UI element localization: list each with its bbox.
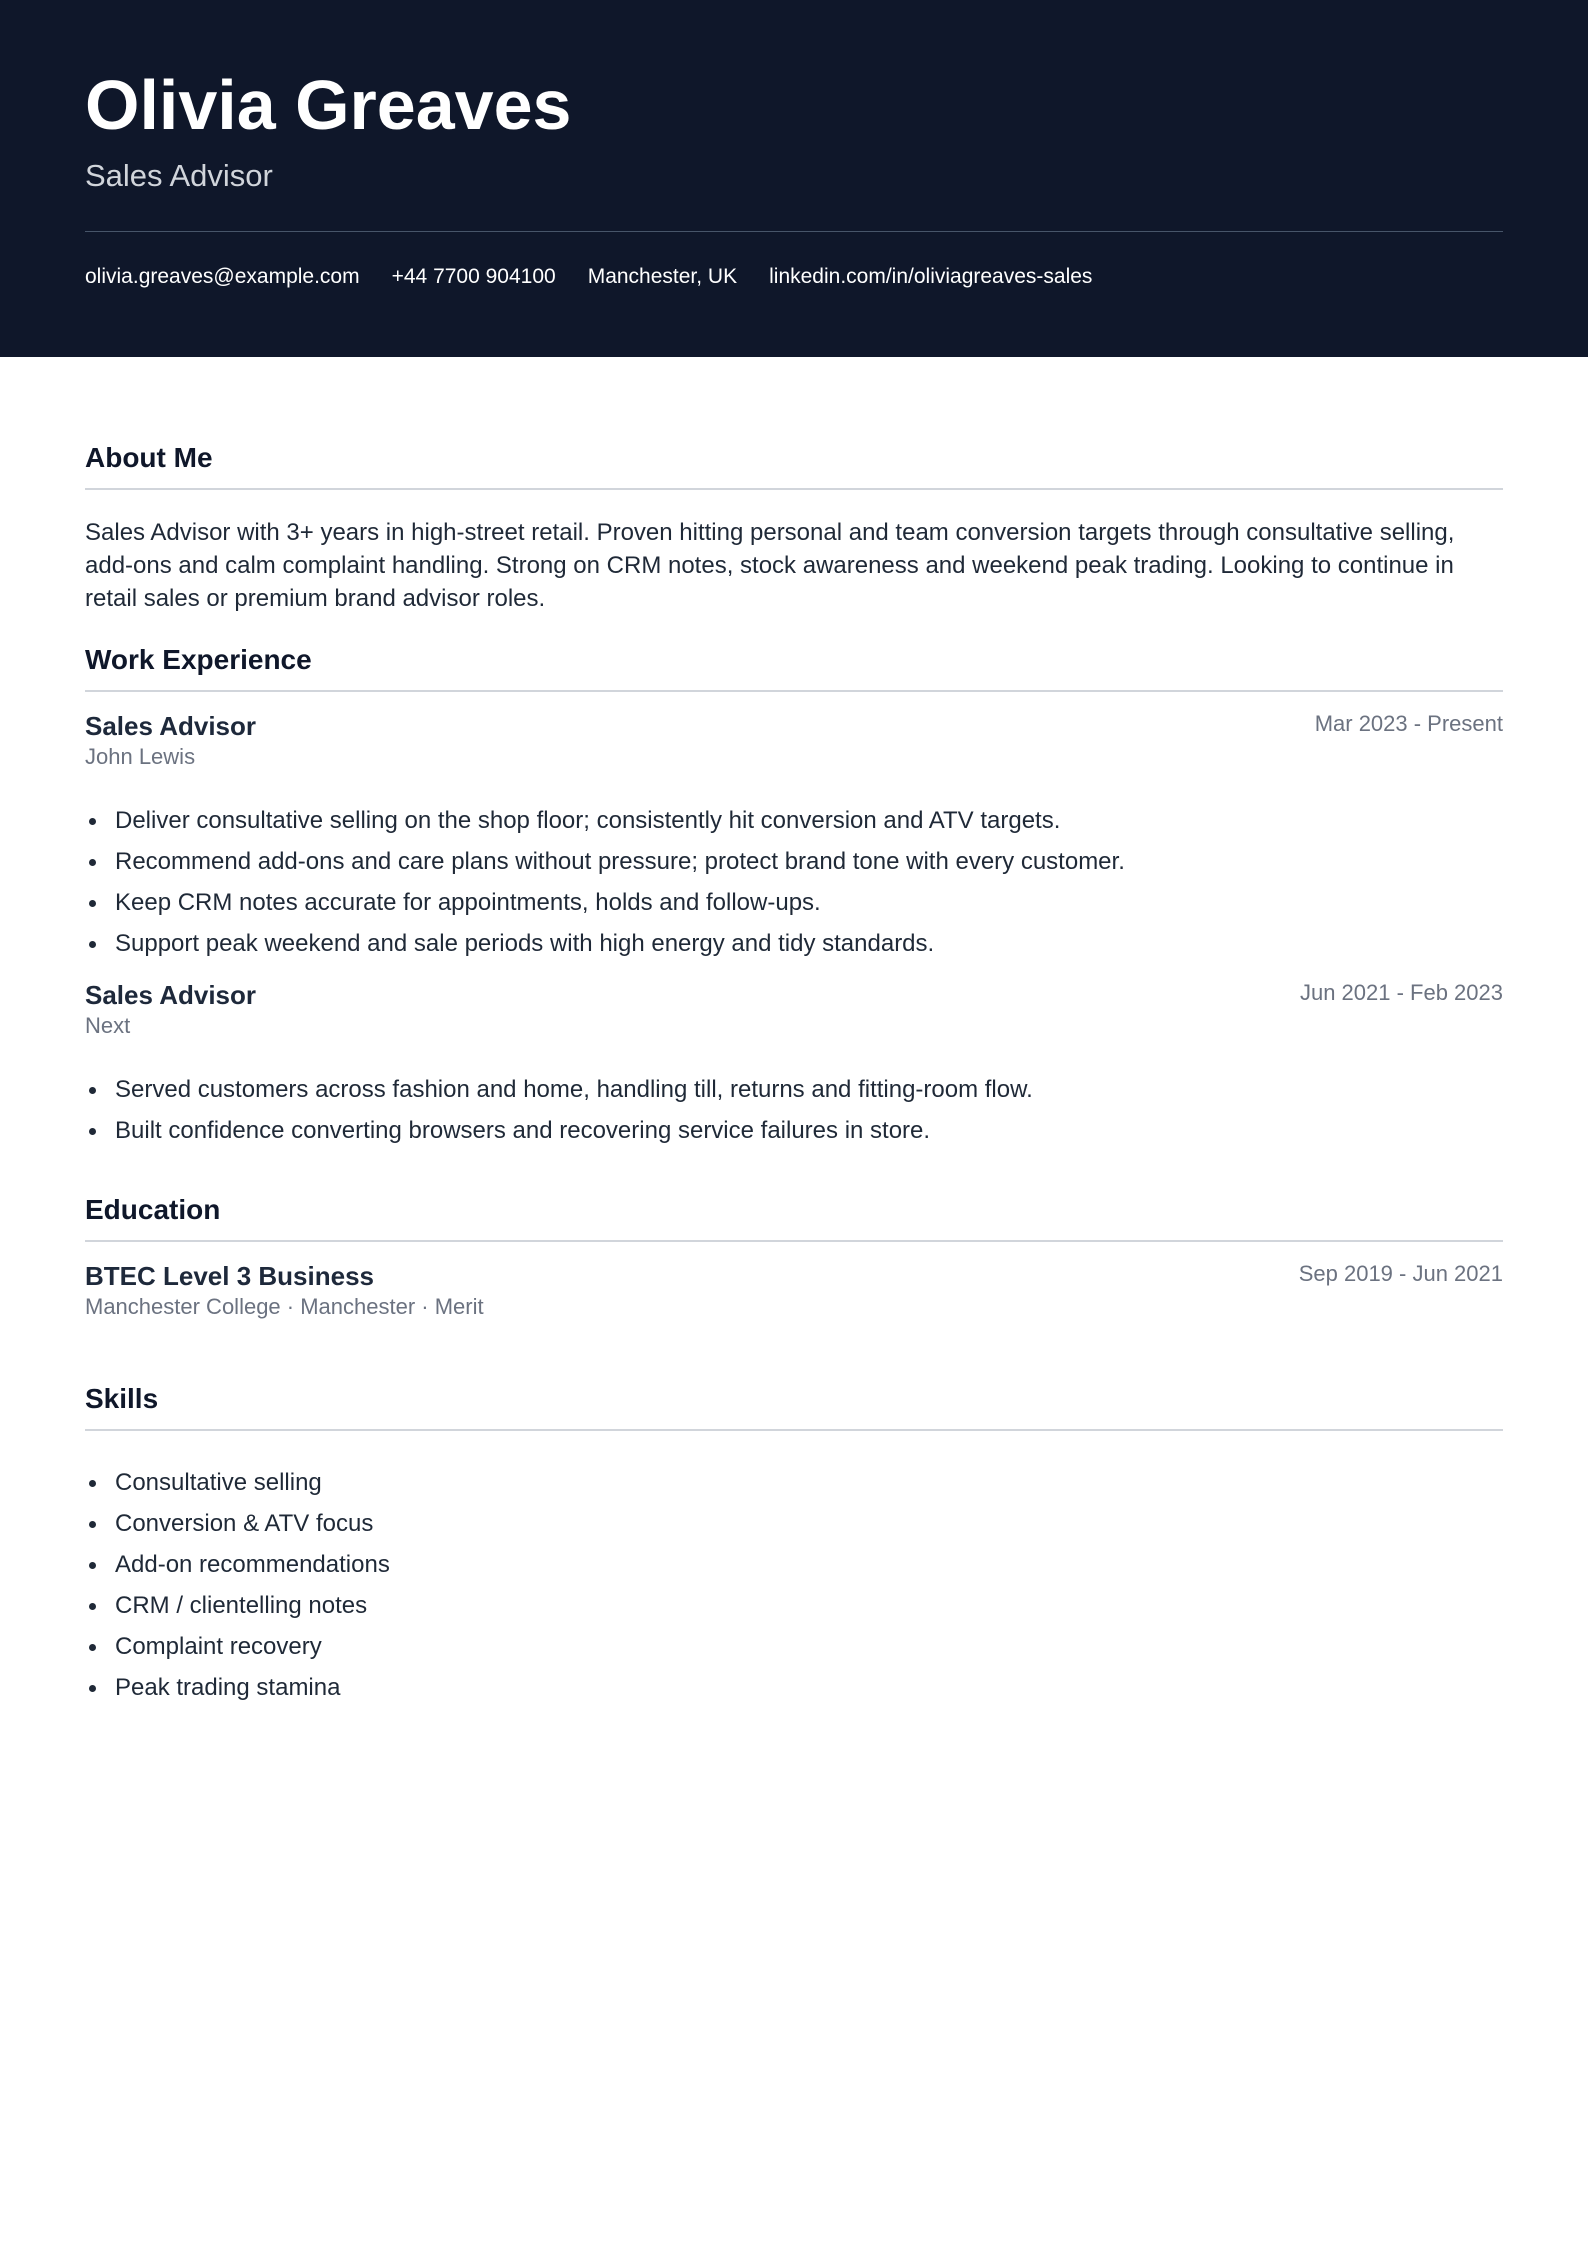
education-details: Manchester College · Manchester · Merit bbox=[85, 1294, 484, 1319]
resume-header bbox=[0, 0, 1588, 357]
contact-linkedin[interactable]: linkedin.com/in/oliviagreaves-sales bbox=[769, 265, 1093, 288]
list-item: Deliver consultative selling on the shop floor; consistently hit conversion and ATV targets. bbox=[85, 800, 1503, 841]
list-item: Served customers across fashion and home, handling till, returns and fitting-room flow. bbox=[85, 1069, 1503, 1110]
list-item: Built confidence converting browsers and recovering service failures in store. bbox=[85, 1110, 1503, 1151]
section-title-about: About Me bbox=[85, 442, 213, 473]
job-title: Sales Advisor bbox=[85, 980, 257, 1010]
candidate-role: Sales Advisor bbox=[85, 158, 273, 193]
contact-email[interactable]: olivia.greaves@example.com bbox=[85, 265, 360, 288]
section-divider-about bbox=[85, 488, 1503, 490]
section-title-skills: Skills bbox=[85, 1383, 159, 1414]
skills-list bbox=[85, 1462, 1503, 1708]
job-bullets bbox=[85, 1069, 1503, 1151]
skill-item: Complaint recovery bbox=[85, 1626, 1503, 1667]
skill-item: Peak trading stamina bbox=[85, 1667, 1503, 1708]
section-divider-skills bbox=[85, 1429, 1503, 1431]
skill-item: Conversion & ATV focus bbox=[85, 1503, 1503, 1544]
section-divider-experience bbox=[85, 690, 1503, 692]
candidate-name: Olivia Greaves bbox=[85, 66, 572, 144]
job-company: John Lewis bbox=[85, 744, 196, 769]
education-dates: Sep 2019 - Jun 2021 bbox=[1298, 1261, 1503, 1286]
contact-list bbox=[85, 262, 1092, 292]
skill-item: Add-on recommendations bbox=[85, 1544, 1503, 1585]
job-dates: Mar 2023 - Present bbox=[1314, 711, 1503, 736]
education-qualification: BTEC Level 3 Business bbox=[85, 1261, 374, 1291]
list-item: Support peak weekend and sale periods with high energy and tidy standards. bbox=[85, 923, 1503, 964]
contact-phone[interactable]: +44 7700 904100 bbox=[391, 265, 556, 288]
section-title-experience: Work Experience bbox=[85, 644, 312, 675]
job-title: Sales Advisor bbox=[85, 711, 257, 741]
list-item: Keep CRM notes accurate for appointments, holds and follow-ups. bbox=[85, 882, 1503, 923]
job-company: Next bbox=[85, 1013, 131, 1038]
about-summary: Sales Advisor with 3+ years in high-street retail. Proven hitting personal and team conversion targets through consultative selling, add-ons and calm complaint handling. Strong on CRM notes, stock awareness and weekend peak trading. Looking to continue in retail sales or premium brand advisor roles. bbox=[85, 519, 1455, 612]
section-title-education: Education bbox=[85, 1194, 221, 1225]
list-item: Recommend add-ons and care plans without pressure; protect brand tone with every customer. bbox=[85, 841, 1503, 882]
skill-item: CRM / clientelling notes bbox=[85, 1585, 1503, 1626]
job-dates: Jun 2021 - Feb 2023 bbox=[1299, 980, 1503, 1005]
section-divider-education bbox=[85, 1240, 1503, 1242]
job-bullets bbox=[85, 800, 1503, 964]
skill-item: Consultative selling bbox=[85, 1462, 1503, 1503]
contact-location: Manchester, UK bbox=[587, 265, 738, 288]
header-divider bbox=[85, 231, 1503, 232]
